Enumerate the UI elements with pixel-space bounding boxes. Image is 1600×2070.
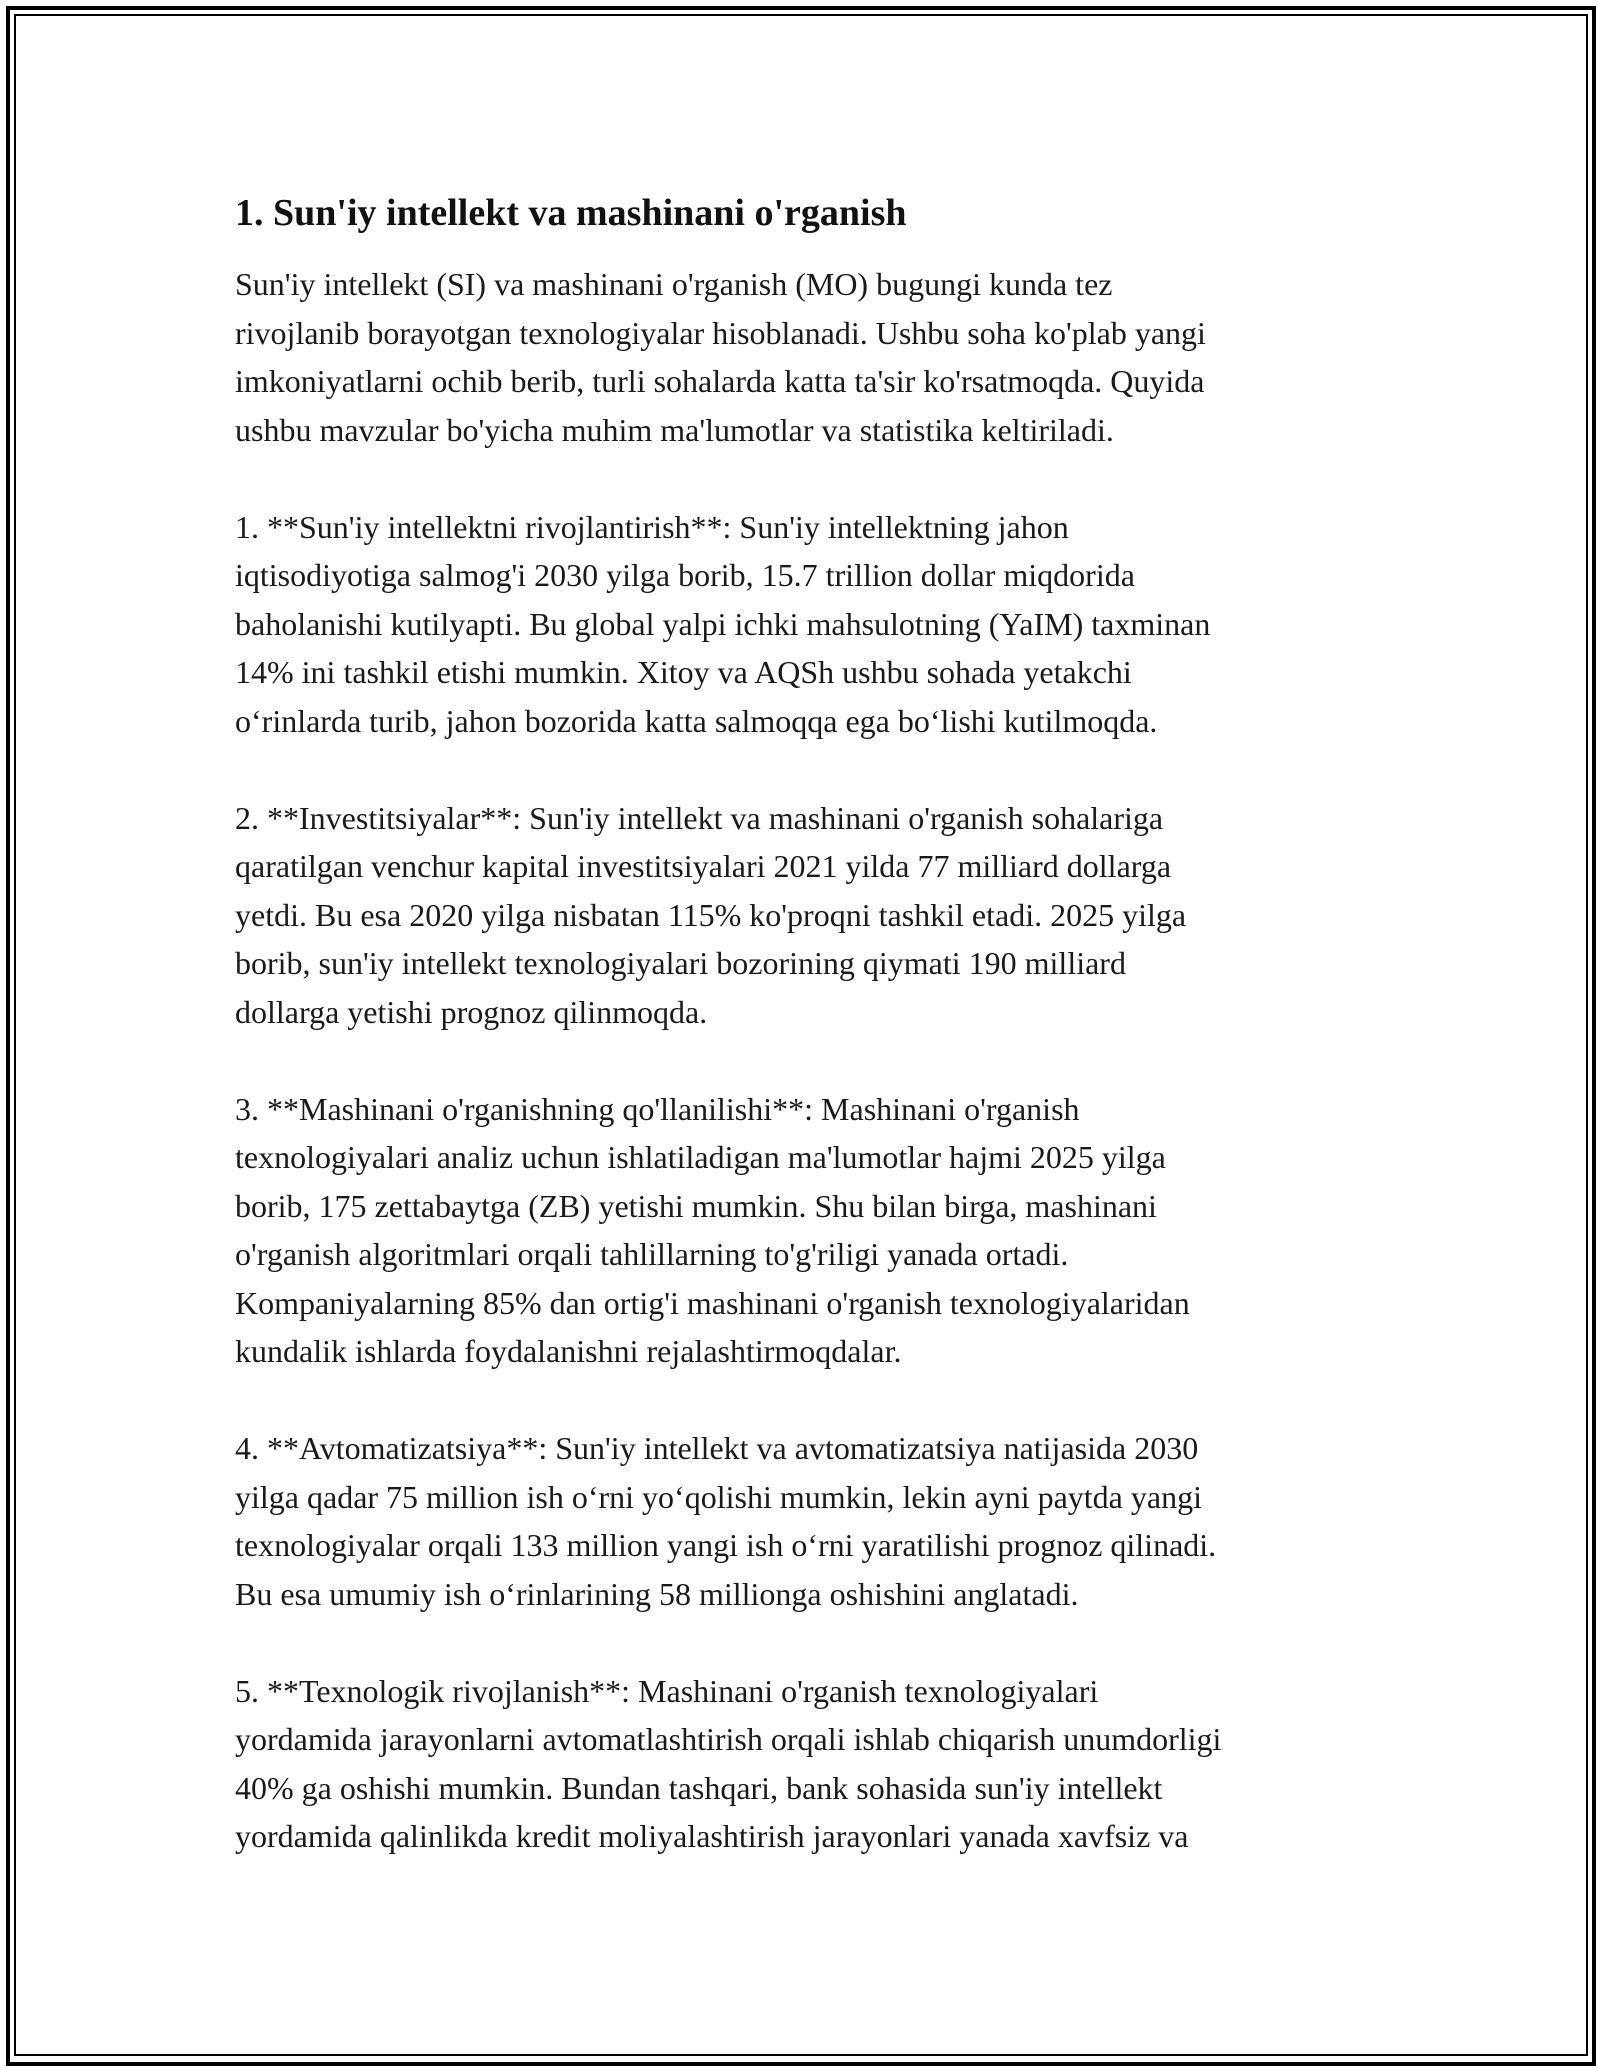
intro-paragraph: Sun'iy intellekt (SI) va mashinani o'rganish (MO) bugungi kunda tez rivojlanib borayotgan texnologiyalar hisoblanadi. Ushbu soha ko'plab yangi imkoniyatlarni ochib berib, turli sohalarda katta ta'sir ko'rsatmoqda. Quyida ushbu mavzular bo'yicha muhim ma'lumotlar va statistika keltiriladi.: [235, 266, 1206, 448]
document-title: 1. Sun'iy intellekt va mashinani o'rganish: [235, 192, 907, 234]
paragraph-tech-development: 5. **Texnologik rivojlanish**: Mashinani o'rganish texnologiyalari yordamida jarayonlarni avtomatlashtirish orqali ishlab chiqarish unumdorligi 40% ga oshishi mumkin. Bundan tashqari, bank sohasida sun'iy intellekt yordamida qalinlikda kredit moliyalashtirish jarayonlari yanada xavfsiz va: [235, 1672, 1222, 1854]
document-body: [235, 186, 1415, 1861]
paragraph-investments: 2. **Investitsiyalar**: Sun'iy intellekt va mashinani o'rganish sohalariga qaratilgan venchur kapital investitsiyalari 2021 yilda 77 milliard dollarga yetdi. Bu esa 2020 yilga nisbatan 115% ko'proqni tashkil etadi. 2025 yilga borib, sun'iy intellekt texnologiyalari bozorining qiymati 190 milliard dollarga yetishi prognoz qilinmoqda.: [235, 799, 1187, 1030]
paragraph-ml-applications: 3. **Mashinani o'rganishning qo'llanilishi**: Mashinani o'rganish texnologiyalari analiz uchun ishlatiladigan ma'lumotlar hajmi 2025 yilga borib, 175 zettabaytga (ZB) yetishi mumkin. Shu bilan birga, mashinani o'rganish algoritmlari orqali tahlillarning to'g'riligi yanada ortadi. Kompaniyalarning 85% dan ortig'i mashinani o'rganish texnologiyalaridan kundalik ishlarda foydalanishni rejalashtirmoqdalar.: [235, 1090, 1190, 1369]
paragraph-ai-development: 1. **Sun'iy intellektni rivojlantirish**: Sun'iy intellektning jahon iqtisodiyotiga salmog'i 2030 yilga borib, 15.7 trillion dollar miqdorida baholanishi kutilyapti. Bu global yalpi ichki mahsulotning (YaIM) taxminan 14% ini tashkil etishi mumkin. Xitoy va AQSh ushbu sohada yetakchi oʻrinlarda turib, jahon bozorida katta salmoqqa ega boʻlishi kutilmoqda.: [235, 508, 1211, 739]
paragraph-automation: 4. **Avtomatizatsiya**: Sun'iy intellekt va avtomatizatsiya natijasida 2030 yilga qadar 75 million ish oʻrni yoʻqolishi mumkin, lekin ayni paytda yangi texnologiyalar orqali 133 million yangi ish oʻrni yaratilishi prognoz qilinadi. Bu esa umumiy ish oʻrinlarining 58 millionga oshishini anglatadi.: [235, 1430, 1217, 1612]
